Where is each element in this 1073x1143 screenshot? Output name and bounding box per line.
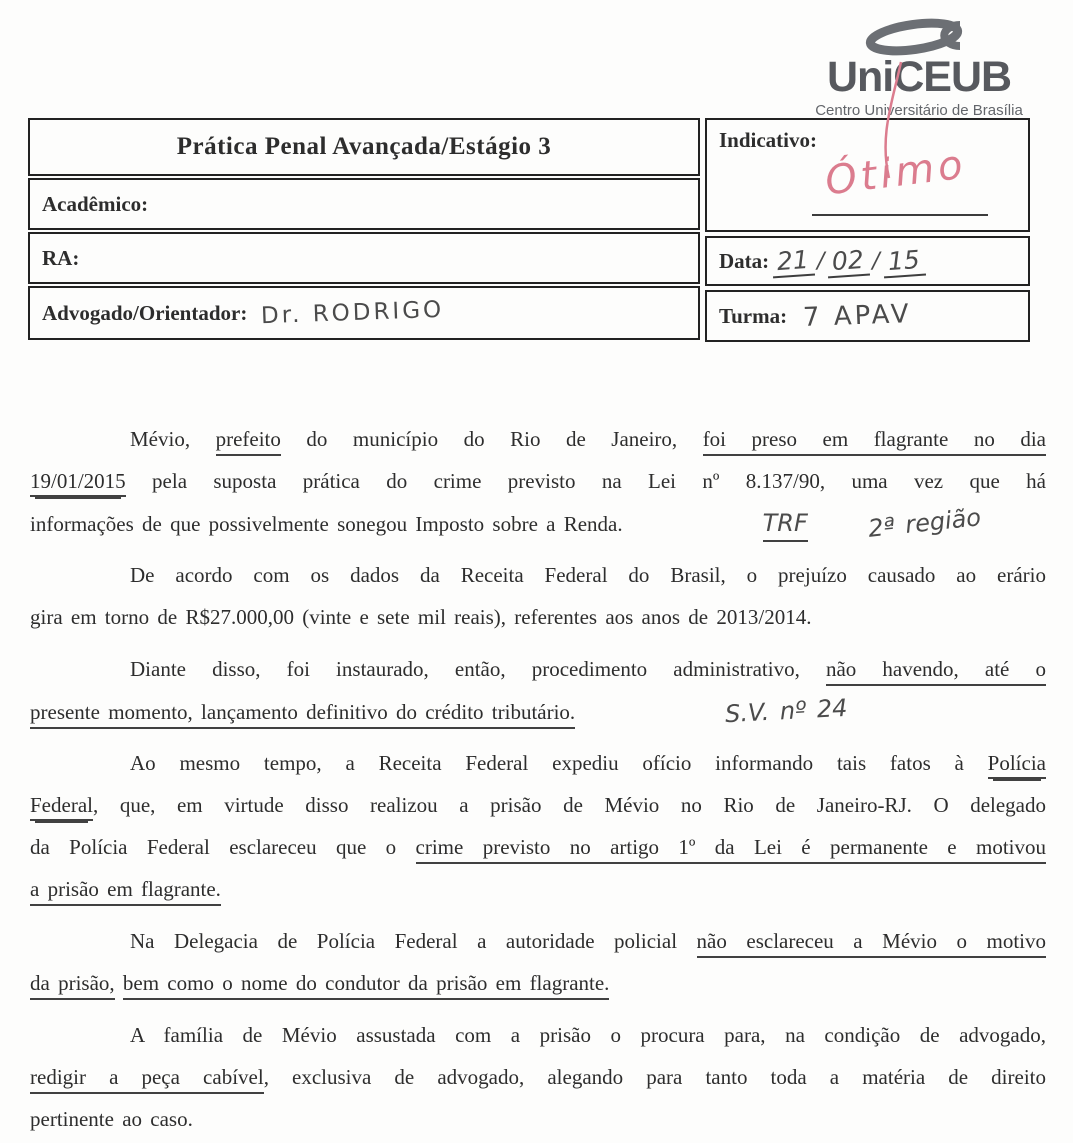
indicativo-label: Indicativo: [719, 128, 818, 152]
text-line [30, 784, 1046, 826]
turma-label: Turma: [719, 303, 788, 328]
text-segment: pertinente ao caso. [30, 1107, 193, 1131]
text-line [30, 1014, 1046, 1056]
text-segment: crime previsto no artigo 1º da Lei é permanente e motivou [416, 835, 1046, 864]
ra-row [28, 232, 700, 284]
text-line [30, 826, 1046, 868]
text-segment: prefeito [216, 427, 281, 456]
form-left-column [28, 118, 700, 342]
data-day-handwritten: 21 [771, 244, 815, 278]
text-segment: redigir a peça cabível [30, 1065, 264, 1094]
logo-subtitle: Centro Universitário de Brasília [815, 102, 1023, 119]
text-line [30, 418, 1046, 460]
text-line [30, 596, 1046, 638]
text-segment: A família de Mévio assustada com a prisão o procura para, na condição de advogado, [130, 1023, 1046, 1047]
text-line [30, 742, 1046, 784]
handwritten-annotation: TRF [763, 509, 808, 542]
paragraph [30, 648, 1046, 732]
text-segment: Polícia [988, 751, 1046, 779]
data-year-handwritten: 15 [882, 244, 926, 278]
text-segment: Federal [30, 793, 93, 821]
academico-label: Acadêmico: [42, 191, 149, 216]
text-segment: da prisão, [30, 971, 115, 1000]
text-segment: Ao mesmo tempo, a Receita Federal expediu ofício informando tais fatos à [130, 751, 988, 775]
text-line [30, 554, 1046, 596]
academico-row [28, 178, 700, 230]
text-segment: não havendo, até o [826, 657, 1046, 686]
text-line [30, 1056, 1046, 1098]
text-line [30, 920, 1046, 962]
text-segment: pela suposta prática do crime previsto na Lei nº 8.137/90, uma vez que há [125, 469, 1046, 493]
advogado-label: Advogado/Orientador: [42, 300, 248, 325]
text-segment [115, 971, 123, 995]
text-segment: foi preso em flagrante no dia [703, 427, 1046, 456]
date-separator: / [816, 248, 825, 274]
signature-underline [812, 214, 988, 216]
text-segment: do município do Rio de Janeiro, [280, 427, 703, 451]
turma-handwritten-value: 7 APAV [802, 299, 913, 333]
advogado-handwritten-value: Dr. RODRIGO [260, 296, 445, 330]
paragraph [30, 554, 1046, 638]
text-segment: 19/01/2015 [30, 469, 126, 497]
turma-box [705, 290, 1030, 342]
logo-wordmark: UniCEUB [826, 53, 1012, 101]
text-segment: presente momento, lançamento definitivo do crédito tributário. [30, 700, 575, 729]
text-line [30, 868, 1046, 910]
handwritten-annotation: 2ª região [866, 503, 983, 543]
data-label: Data: [719, 248, 770, 273]
date-separator: / [872, 248, 880, 274]
indicativo-handwritten-value: Ótimo [822, 141, 969, 205]
text-segment: Diante disso, foi instaurado, então, procedimento administrativo, [130, 657, 826, 681]
form-right-column [705, 118, 1030, 342]
ra-label: RA: [42, 245, 80, 270]
text-line [30, 1098, 1046, 1140]
text-segment: , que, em virtude disso realizou a prisão de Mévio no Rio de Janeiro-RJ. O delegado [92, 793, 1046, 817]
text-segment: bem como o nome do condutor da prisão em flagrante. [123, 971, 610, 1000]
document-body [30, 418, 1046, 1143]
header-form-table [28, 118, 1030, 342]
text-segment: Na Delegacia de Polícia Federal a autoridade policial [130, 929, 697, 953]
text-segment: De acordo com os dados da Receita Federal do Brasil, o prejuízo causado ao erário [130, 563, 1046, 587]
text-segment: da Polícia Federal esclareceu que o [30, 835, 416, 859]
text-line [30, 648, 1046, 690]
text-segment: a prisão em flagrante. [30, 877, 221, 906]
paragraph [30, 742, 1046, 910]
handwritten-annotation: S.V. nº 24 [724, 693, 849, 729]
text-segment: informações de que possivelmente sonegou Imposto sobre a Renda. [30, 512, 623, 536]
text-segment: gira em torno de R$27.000,00 (vinte e sete mil reais), referentes aos anos de 2013/2014. [30, 605, 812, 629]
text-segment: Mévio, [130, 427, 216, 451]
indicativo-box [705, 118, 1030, 232]
form-title: Prática Penal Avançada/Estágio 3 [28, 118, 700, 176]
text-segment: , exclusiva de advogado, alegando para tanto toda a matéria de direito [263, 1065, 1047, 1089]
text-line [30, 962, 1046, 1004]
text-segment: não esclareceu a Mévio o motivo [697, 929, 1046, 958]
paragraph [30, 920, 1046, 1004]
text-line [30, 690, 1046, 732]
uniceub-logo [773, 10, 1065, 119]
paragraph [30, 418, 1046, 544]
data-month-handwritten: 02 [826, 244, 870, 278]
text-line [30, 460, 1046, 502]
data-box [705, 236, 1030, 286]
paragraph [30, 1014, 1046, 1140]
advogado-row [28, 286, 700, 340]
text-line [30, 502, 1046, 544]
